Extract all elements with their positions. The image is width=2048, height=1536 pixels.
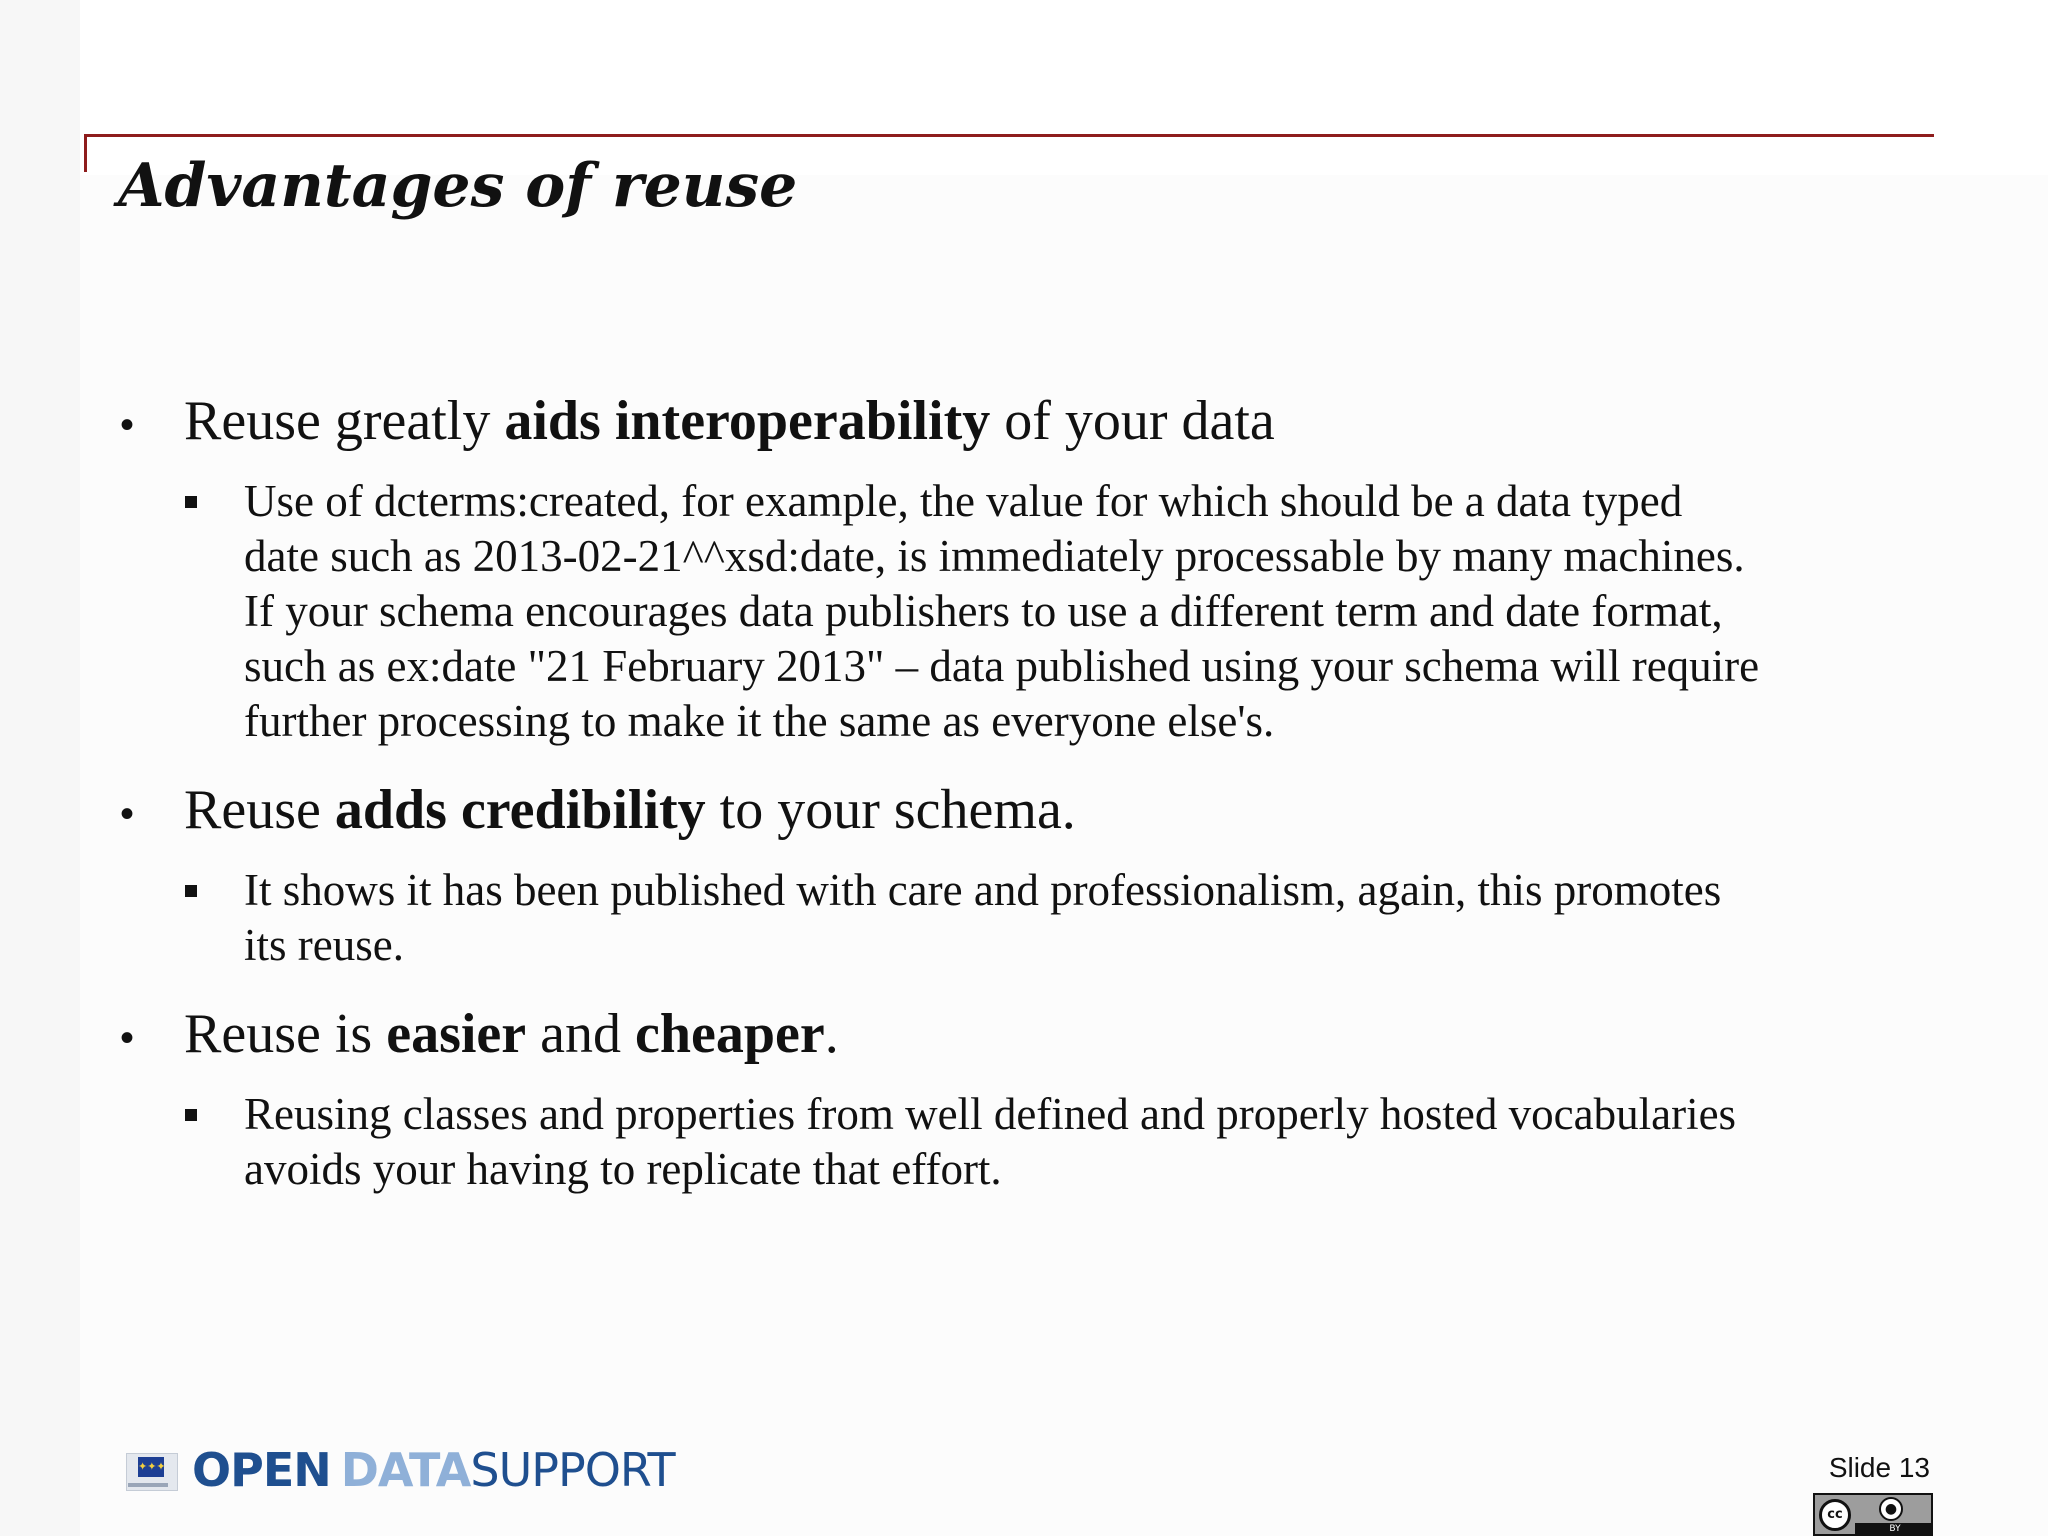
left-shade [0,0,80,1536]
sub-bullet-line: avoids your having to replicate that effort. [244,1144,1002,1195]
sub-bullet-line: It shows it has been published with care and professionalism, again, this promotes [244,865,1722,916]
bullet-text: to your schema. [705,779,1076,842]
flag-stars: ✦✦✦ [138,1460,166,1473]
sub-bullet-marker [185,496,197,508]
logo-open: OPEN [192,1443,331,1497]
bullet-group [118,1001,1938,1197]
logo-wordmark [192,1443,675,1497]
bullet-dot: • [120,403,135,447]
slide-content [118,388,1938,1225]
flag-caption [128,1483,168,1487]
title-rule [84,134,1934,137]
slide-title: Advantages of reuse [118,151,798,221]
sub-bullet-marker [185,885,197,897]
bullet-dot: • [120,792,135,837]
bullet-emphasis: aids interoperability [504,390,991,452]
bullet-item [118,388,1938,454]
person-icon: ● [1879,1497,1903,1521]
slide-number: Slide 13 [1828,1452,1930,1483]
sub-bullet [118,1087,1938,1197]
bullet-dot: • [120,1016,135,1061]
sub-bullet-marker [185,1109,197,1121]
bullet-text: of your data [990,390,1275,452]
sub-bullet-line: date such as 2013-02-21^^xsd:date, is immediately processable by many machines. [244,531,1745,582]
sub-bullet-line: If your schema encourages data publishers to use a different term and date format, [244,586,1723,637]
sub-bullet-line: such as ex:date "21 February 2013" – data published using your schema will require [244,641,1760,692]
bullet-text: Reuse greatly [184,390,505,452]
bullet-text: and [526,1003,635,1066]
bullet-item [118,1001,1938,1067]
open-data-support-logo [120,1440,675,1500]
bullet-text: Reuse is [184,1003,387,1066]
sub-bullet-line: its reuse. [244,920,404,971]
bullet-text: Reuse [184,779,335,842]
logo-support: SUPPORT [470,1443,675,1497]
bullet-text: . [824,1003,839,1066]
bullet-group [118,777,1938,973]
eu-flag-icon [120,1447,182,1493]
sub-bullet-line: Use of dcterms:created, for example, the value for which should be a data typed [244,476,1683,527]
sub-bullet [118,863,1938,973]
bullet-emphasis: easier [386,1003,527,1066]
bullet-emphasis: cheaper [635,1003,825,1066]
bullet-item [118,777,1938,843]
title-rule-tick [84,134,87,172]
sub-bullet [118,474,1938,749]
logo-data: DATA [340,1443,471,1497]
by-label: BY [1855,1523,1933,1536]
sub-bullet-line: Reusing classes and properties from well defined and properly hosted vocabularies [244,1089,1737,1140]
bullet-emphasis: adds credibility [334,779,706,842]
cc-by-license-badge [1813,1493,1933,1536]
cc-icon: cc [1819,1499,1851,1531]
sub-bullet-line: further processing to make it the same as everyone else's. [244,696,1275,747]
bullet-group [118,388,1938,749]
